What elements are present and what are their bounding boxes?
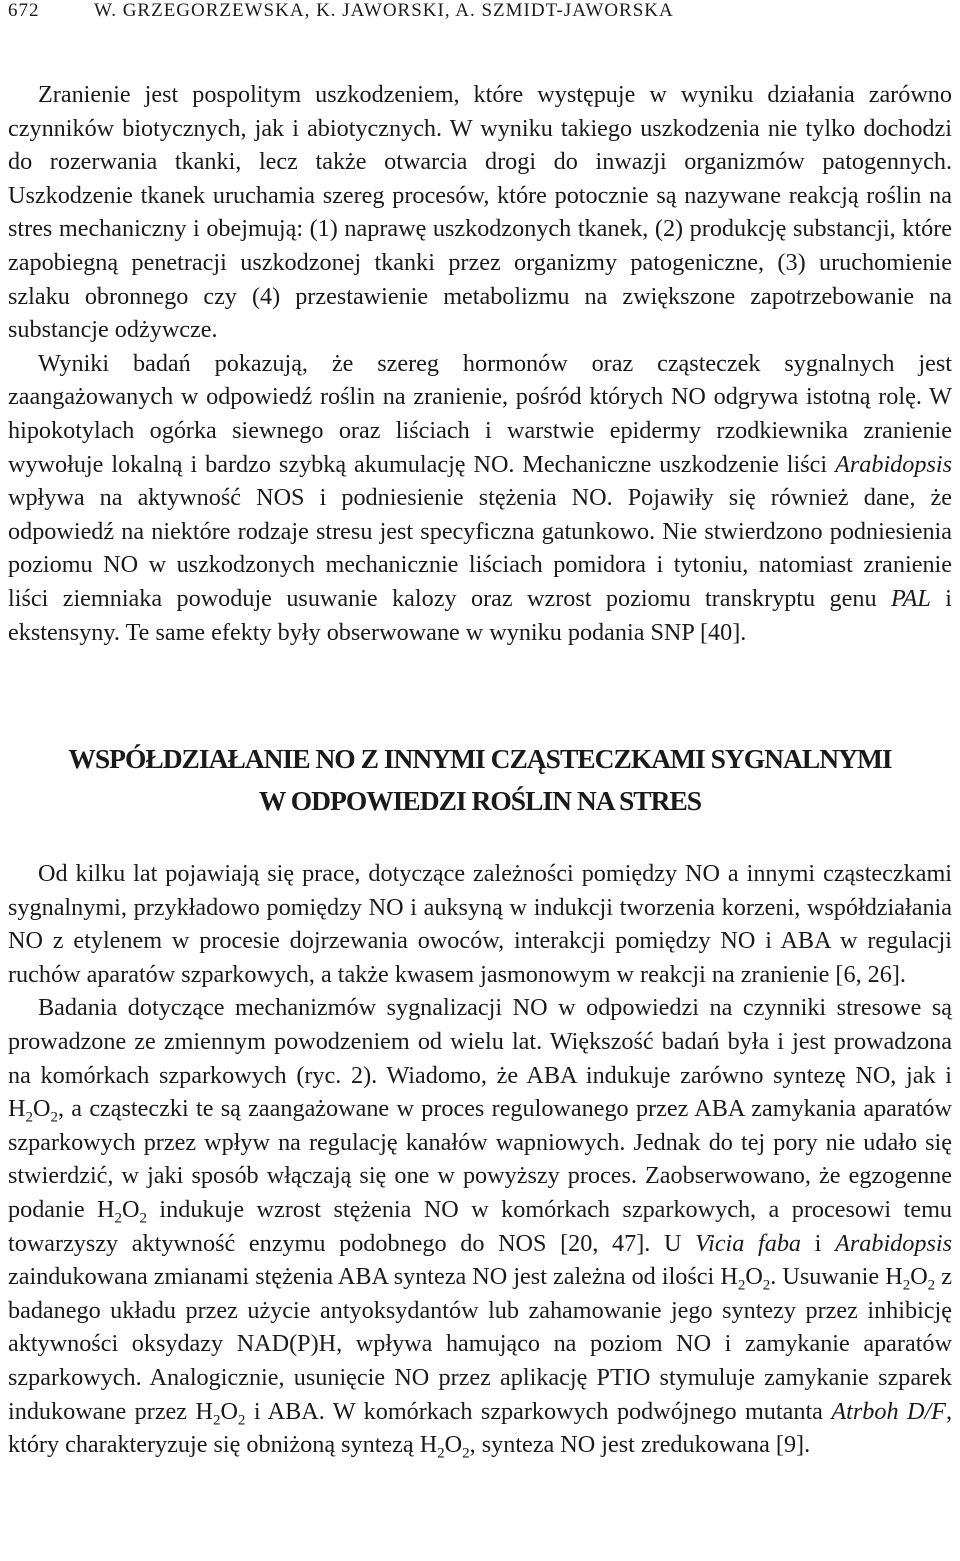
- section-1-body: [8, 78, 952, 649]
- section-heading-line: W ODPOWIEDZI ROŚLIN NA STRES: [258, 785, 702, 816]
- formula-letter: H: [8, 1095, 26, 1123]
- chemical-formula: [885, 1263, 936, 1294]
- formula-subscript: 2: [737, 1277, 746, 1294]
- running-header: [8, 0, 952, 30]
- formula-letter: H: [419, 1431, 438, 1459]
- section-heading: [0, 738, 960, 822]
- formula-letter: O: [910, 1263, 928, 1291]
- formula-subscript: 2: [462, 1445, 470, 1462]
- formula-subscript: 2: [50, 1109, 58, 1126]
- formula-letter: O: [122, 1195, 140, 1223]
- chemical-formula: [97, 1195, 147, 1227]
- gene-name: PAL: [890, 584, 931, 612]
- formula-letter: H: [885, 1263, 903, 1291]
- paragraph: Badania dotyczące mechanizmów sygnalizacji NO w odpowiedzi na czynniki stresowe są prowadzone ze zmiennym powodzeniem od wielu lat. Większość badań była i jest prowadzona na komórkach szparkowych (ryc. 2). Wiadomo, że ABA indukuje zarówno syntezę NO, jak i $H_2O_2$, a cząsteczki te są zaangażowane w proces regulowanego przez ABA zamykania aparatów szparkowych przez wpływ na regulację kanałów wapniowych. Jednak do tej pory nie udało się stwierdzić, w jaki sposób włączają się one w powyższy proces. Zaobserwowano, że egzogenne podanie $H_2O_2$ indukuje wzrost stężenia NO w komórkach szparkowych, a procesowi temu towarzyszy aktywność enzymu podobnego do NOS [20, 47]. U Vicia faba i Arabidopsis zaindukowana zmianami stężenia ABA synteza NO jest zależna od ilości $H_2O_2$. Usuwanie $H_2O_2$ z badanego układu przez użycie antyoksydantów lub zahamowanie jego syntezy przez inhibicję aktywności oksydazy NAD(P)H, wpływa hamująco na poziom NO i zamykanie aparatów szparkowych. Analogicznie, usunięcie NO przez aplikację PTIO stymuluje zamykanie szparek indukowane przez $H_2O_2$ i ABA. W komórkach szparkowych podwójnego mutanta Atrboh D/F, który charakteryzuje się obniżoną syntezą $H_2O_2$, synteza NO jest zredukowana [9].: [8, 994, 952, 1462]
- species-name: Vicia faba: [695, 1229, 802, 1257]
- formula-subscript: 2: [212, 1411, 221, 1428]
- paragraph: Od kilku lat pojawiają się prace, dotyczące zależności pomiędzy NO a innymi cząsteczkami sygnalnymi, przykładowo pomiędzy NO i auksyną w indukcji tworzenia korzeni, współdziałania NO z etylenem w procesie dojrzewania owoców, interakcji pomiędzy NO i ABA w regulacji ruchów aparatów szparkowych, a także kwasem jasmonowym w reakcji na zranienie [6, 26].: [8, 860, 952, 988]
- chemical-formula: [8, 1095, 58, 1126]
- formula-letter: O: [444, 1431, 463, 1459]
- chemical-formula: [419, 1431, 470, 1462]
- paragraph: Zranienie jest pospolitym uszkodzeniem, które występuje w wyniku działania zarówno czynników biotycznych, jak i abiotycznych. W wyniku takiego uszkodzenia nie tylko dochodzi do rozerwania tkanki, lecz także otwarcia drogi do inwazji organizmów patogennych. Uszkodzenie tkanek uruchamia szereg procesów, które potocznie są nazywane reakcją roślin na stres mechaniczny i obejmują: (1) naprawę uszkodzonych tkanek, (2) produkcję substancji, które zapobiegną penetracji uszkodzonej tkanki przez organizmy patogeniczne, (3) uruchomienie szlaku obronnego czy (4) przestawienie metabolizmu na zwiększone zapotrzebowanie na substancje odżywcze.: [8, 81, 952, 344]
- running-header-authors: W. GRZEGORZEWSKA, K. JAWORSKI, A. SZMIDT-JAWORSKA: [94, 0, 674, 21]
- species-name: Arabidopsis: [835, 450, 952, 478]
- formula-subscript: 2: [139, 1210, 147, 1227]
- formula-subscript: 2: [902, 1277, 911, 1294]
- paragraph: Wyniki badań pokazują, że szereg hormonów oraz cząsteczek sygnalnych jest zaangażowanych w odpowiedź roślin na zranienie, pośród których NO odgrywa istotną rolę. W hipokotylach ogórka siewnego oraz liściach i warstwie epidermy rzodkiewnika zranienie wywołuje lokalną i bardzo szybką akumulację NO. Mechaniczne uszkodzenie liści Arabidopsis wpływa na aktywność NOS i podniesienie stężenia NO. Pojawiły się również dane, że odpowiedź na niektóre rodzaje stresu jest specyficzna gatunkowo. Nie stwierdzono podniesienia poziomu NO w uszkodzonych mechanicznie liściach pomidora i tytoniu, natomiast zranienie liści ziemniaka powoduje usuwanie kalozy oraz wzrost poziomu transkryptu genu PAL i ekstensyny. Te same efekty były obserwowane w wyniku podania SNP [40].: [8, 349, 952, 646]
- formula-subscript: 2: [25, 1109, 33, 1126]
- mutant-name: Atrboh D/F: [831, 1397, 946, 1425]
- formula-letter: O: [745, 1263, 763, 1291]
- page-number: 672: [8, 0, 40, 21]
- species-name: Arabidopsis: [835, 1229, 952, 1257]
- formula-subscript: 2: [114, 1210, 122, 1227]
- formula-subscript: 2: [237, 1411, 246, 1428]
- formula-letter: H: [97, 1195, 115, 1223]
- chemical-formula: [195, 1397, 246, 1428]
- formula-letter: O: [220, 1397, 238, 1425]
- section-heading-line: WSPÓŁDZIAŁANIE NO Z INNYMI CZĄSTECZKAMI SYGNALNYMI: [68, 743, 892, 774]
- formula-subscript: 2: [437, 1445, 445, 1462]
- formula-letter: H: [195, 1397, 213, 1425]
- formula-subscript: 2: [927, 1277, 936, 1294]
- formula-subscript: 2: [762, 1277, 771, 1294]
- section-2-body: [8, 857, 952, 1462]
- formula-letter: O: [32, 1095, 51, 1123]
- formula-letter: H: [720, 1263, 738, 1291]
- chemical-formula: [720, 1263, 771, 1294]
